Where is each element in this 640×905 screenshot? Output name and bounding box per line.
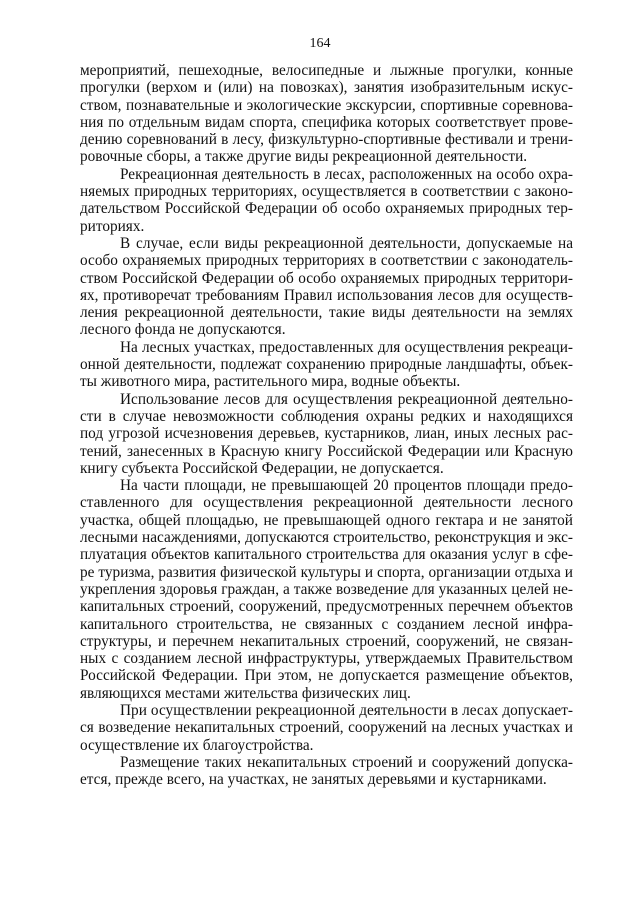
paragraph-recreation-activities-list: мероприятий, пешеходные, велосипедные и лыжные прогулки, конные прогулки (верхом и (или) на повозках), занятия изобразительным искусством, познавательные и экологические экскурсии, спортивные соревнования по отдельным видам спорта, специфика которых соответствует проведению соревнований в лесу, физкультурно-спортивные фестивали и тренировочные сборы, а также другие виды рекреационной деятельности. xyxy=(80,62,573,166)
page-body xyxy=(80,62,573,788)
paragraph-temporary-structures: При осуществлении рекреационной деятельности в лесах допускается возведение некапитальных строений, сооружений на лесных участках и осуществление их благоустройства. xyxy=(80,701,573,754)
paragraph-red-book-species: Использование лесов для осуществления рекреационной деятельности в случае невозможности соблюдения охраны редких и находящихся под угрозой исчезновения деревьев, кустарников, лиан, иных лесных растений, занесенных в Красную книгу Российской Федерации или Красную книгу субъекта Российской Федерации, не допускается. xyxy=(80,390,573,477)
paragraph-structure-placement: Размещение таких некапитальных строений и сооружений допускается, прежде всего, на участках, не занятых деревьями и кустарниками. xyxy=(80,753,573,789)
paragraph-landscape-preservation: На лесных участках, предоставленных для осуществления рекреационной деятельности, подлежат сохранению природные ландшафты, объекты животного мира, растительного мира, водные объекты. xyxy=(80,338,573,391)
paragraph-construction-limits: На части площади, не превышающей 20 процентов площади предоставленного для осуществления рекреационной деятельности лесного участка, общей площадью, не превышающей одного гектара и не занятой лесными насаждениями, допускаются строительство, реконструкция и эксплуатация объектов капитального строительства для оказания услуг в сфере туризма, развития физической культуры и спорта, организации отдыха и укрепления здоровья граждан, а также возведение для указанных целей некапитальных строений, сооружений, предусмотренных перечнем объектов капитального строительства, не связанных с созданием лесной инфраструктуры, и перечнем некапитальных строений, сооружений, не связанных с созданием лесной инфраструктуры, утверждаемых Правительством Российской Федерации. При этом, не допускается размещение объектов, являющихся местами жительства физических лиц. xyxy=(80,477,573,702)
paragraph-conflicting-activities: В случае, если виды рекреационной деятельности, допускаемые на особо охраняемых природных территориях в соответствии с законодательством Российской Федерации об особо охраняемых природных территориях, противоречат требованиям Правил использования лесов для осуществления рекреационной деятельности, такие виды деятельности на землях лесного фонда не допускаются. xyxy=(80,234,573,339)
page-number: 164 xyxy=(309,36,331,51)
paragraph-protected-territories: Рекреационная деятельность в лесах, расположенных на особо охраняемых природных территориях, осуществляется в соответствии с законодательством Российской Федерации об особо охраняемых природных территориях. xyxy=(80,165,573,235)
